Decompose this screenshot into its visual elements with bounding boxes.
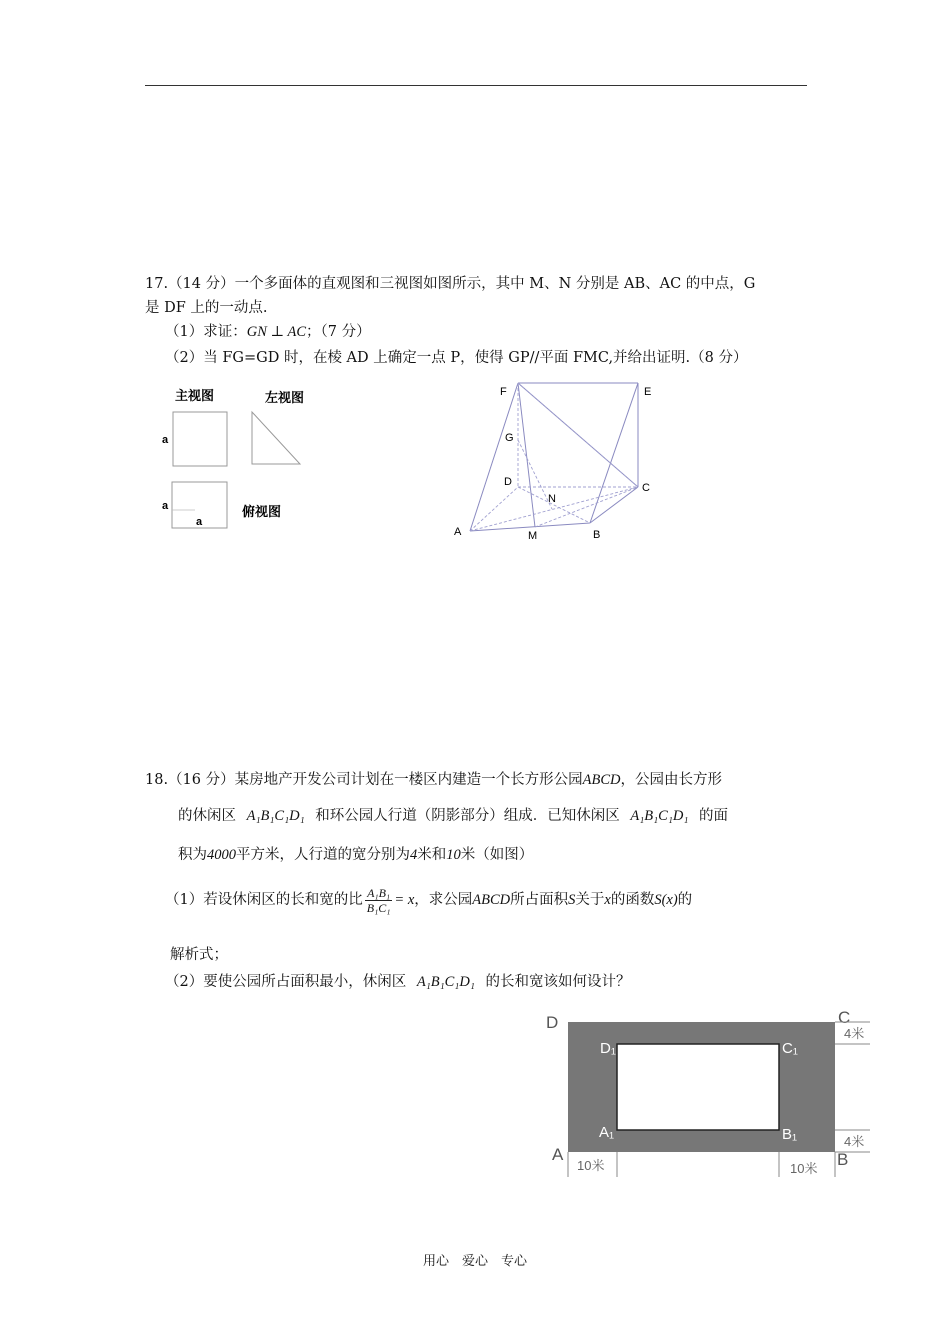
solid-figure [440, 375, 670, 550]
q18-rest-area-math: A₁B₁C₁D₁ [246, 808, 305, 824]
rest-area-rect [617, 1044, 779, 1130]
top-view-title: 俯视图 [242, 504, 282, 519]
top-left-label: a [162, 500, 169, 512]
corner-B: B [837, 1150, 849, 1169]
side-view-triangle [252, 412, 300, 464]
corner-B1: B₁ [782, 1126, 798, 1143]
dim-bottom: 4米 [844, 1134, 865, 1149]
q17-part2: （2）当 FG=GD 时，在棱 AD 上确定一点 P，使得 GP//平面 FMC,并给出证明.（8 分） [165, 350, 748, 366]
label-G: G [505, 432, 514, 444]
q18-part1-line2: 解析式； [170, 947, 228, 963]
q18-part1: （1）若设休闲区的长和宽的比 $\frac{\text{A₁B₁}}{\text{B₁C₁}}$ = x，求公园ABCD所占面积S关于x的函数S(x)的 [165, 885, 693, 915]
q18-park-math: ABCD [582, 772, 621, 788]
label-M: M [528, 530, 538, 542]
q18-line3: 积为4000平方米，人行道的宽分别为4米和10米（如图） [178, 847, 534, 863]
label-B: B [593, 529, 601, 541]
three-views-figure [150, 380, 330, 540]
dim-top: 4米 [844, 1026, 865, 1041]
q17-line1: 17.（14 分）一个多面体的直观图和三视图如图所示，其中 M、N 分别是 AB、AC 的中点，G [145, 276, 756, 292]
ratio-fraction: $\frac{\text{A₁B₁}}{\text{B₁C₁}}$ [366, 885, 391, 915]
top-bottom-label: a [196, 516, 203, 528]
page-footer: 用心 爱心 专心 [422, 1254, 527, 1269]
front-side-label: a [162, 434, 169, 446]
q18-rest-area-math-3: A₁B₁C₁D₁ [416, 974, 475, 990]
label-F: F [500, 386, 507, 398]
q17-part1-math: GN ⊥ AC [246, 324, 307, 340]
side-view-title: 左视图 [265, 390, 305, 405]
front-view-square [173, 412, 227, 466]
label-D: D [504, 476, 512, 488]
q18-line2: 的休闲区 A₁B₁C₁D₁ 和环公园人行道（阴影部分）组成．已知休闲区 A₁B₁C₁D₁ 的面 [178, 808, 728, 824]
label-C: C [642, 482, 650, 494]
q18-rest-area-math-2: A₁B₁C₁D₁ [630, 808, 689, 824]
corner-C1: C₁ [782, 1040, 798, 1057]
corner-D: D [546, 1013, 559, 1032]
q18-line1: 18.（16 分）某房地产开发公司计划在一楼区内建造一个长方形公园ABCD，公园由长方形 [145, 772, 722, 788]
header-rule [145, 85, 807, 86]
q17-part1: （1）求证：GN ⊥ AC；（7 分） [165, 324, 371, 340]
q17-line2: 是 DF 上的一动点. [145, 300, 268, 316]
corner-C: C [838, 1008, 851, 1027]
corner-A: A [552, 1145, 564, 1164]
front-view-title: 主视图 [175, 388, 215, 403]
label-A: A [454, 526, 462, 538]
corner-A1: A₁ [599, 1124, 615, 1141]
park-figure [540, 1005, 880, 1185]
label-N: N [548, 493, 556, 505]
dim-right: 10米 [790, 1161, 818, 1176]
corner-D1: D₁ [600, 1040, 616, 1057]
dim-left: 10米 [577, 1158, 605, 1173]
label-E: E [644, 386, 652, 398]
q18-part2: （2）要使公园所占面积最小，休闲区 A₁B₁C₁D₁ 的长和宽该如何设计？ [165, 974, 631, 990]
